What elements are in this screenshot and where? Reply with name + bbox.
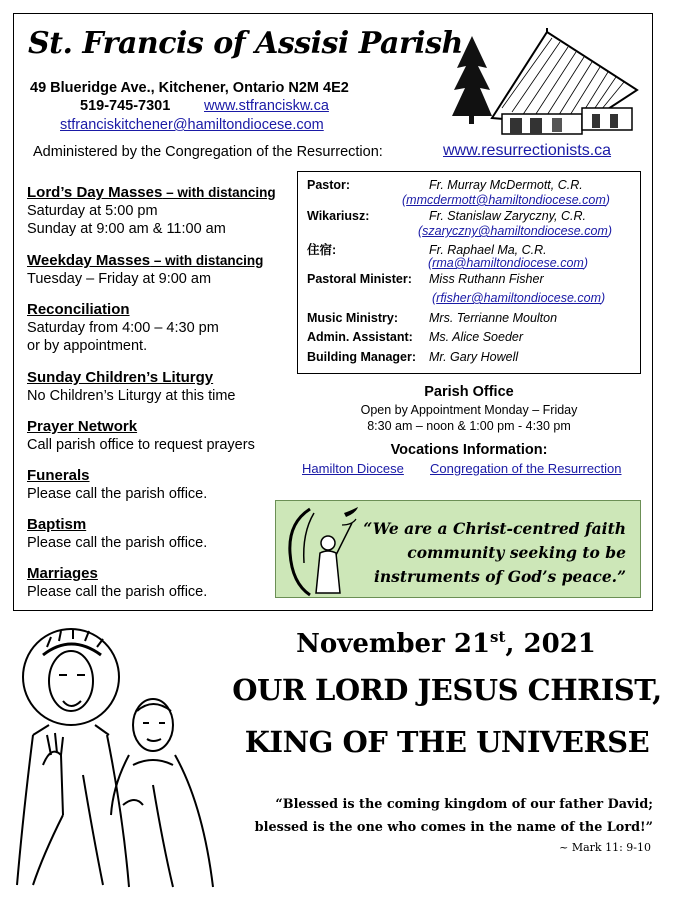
mission-line: instruments of God’s peace.” <box>374 567 626 586</box>
staff-row-admin <box>307 330 523 344</box>
mission-statement-box <box>275 500 641 598</box>
sched-prayer-network <box>27 418 255 454</box>
staff-name: Miss Ruthann Fisher <box>429 272 544 286</box>
sched-line: Please call the parish office. <box>27 535 208 551</box>
staff-role: Building Manager: <box>307 350 417 364</box>
staff-email-wrap: (szaryczny@hamiltondiocese.com) <box>418 224 613 238</box>
sched-line: Sunday at 9:00 am & 11:00 am <box>27 221 226 237</box>
sched-lords-day <box>27 184 276 238</box>
staff-name: Ms. Alice Soeder <box>429 330 524 344</box>
office-heading: Parish Office <box>424 384 514 400</box>
sched-heading-suffix: – with distancing <box>162 185 276 200</box>
church-illustration-icon <box>452 28 642 138</box>
staff-role: Music Ministry: <box>307 311 398 325</box>
staff-directory <box>297 171 641 374</box>
staff-row-music <box>307 311 557 325</box>
staff-role: Pastoral Minister: <box>307 272 412 286</box>
vocations-heading: Vocations Information: <box>390 442 548 458</box>
sched-marriages <box>27 565 207 601</box>
sched-heading: Baptism <box>27 516 87 533</box>
sched-line: or by appointment. <box>27 338 148 354</box>
mission-line: “We are a Christ-centred faith <box>363 519 626 538</box>
quote-line: blessed is the one who comes in the name of the Lord!” <box>254 820 653 835</box>
parish-email-link[interactable]: stfranciskitchener@hamiltondiocese.com <box>60 117 324 133</box>
sched-childrens-liturgy <box>27 369 235 405</box>
staff-email-link[interactable]: mmcdermott@hamiltondiocese.com <box>406 193 606 207</box>
office-hours-line: Open by Appointment Monday – Friday <box>360 403 578 417</box>
sched-heading: Marriages <box>27 565 98 582</box>
administered-by-text: Administered by the Congregation of the Resurrection: <box>33 144 383 160</box>
staff-role: Admin. Assistant: <box>307 330 413 344</box>
staff-email-wrap: (rfisher@hamiltondiocese.com) <box>432 291 606 305</box>
resurrectionists-link[interactable]: www.resurrectionists.ca <box>443 142 612 159</box>
sched-heading: Prayer Network <box>27 418 138 435</box>
staff-name: Mrs. Terrianne Moulton <box>429 311 558 325</box>
mission-text <box>363 517 626 589</box>
sched-line: Please call the parish office. <box>27 486 208 502</box>
bulletin-date <box>236 628 656 659</box>
sched-heading <box>27 252 263 270</box>
office-hours-line: 8:30 am – noon & 1:00 pm - 4:30 pm <box>367 419 571 433</box>
parish-title: St. Francis of Assisi Parish <box>28 26 463 61</box>
date-ordinal: st <box>490 628 506 646</box>
sched-line: No Children’s Liturgy at this time <box>27 388 236 404</box>
staff-name: Fr. Stanislaw Zaryczny, C.R. <box>429 209 586 223</box>
sched-heading: Reconciliation <box>27 301 130 318</box>
sched-funerals <box>27 467 207 503</box>
sched-reconciliation <box>27 301 219 355</box>
sched-line: Saturday from 4:00 – 4:30 pm <box>27 320 219 336</box>
scripture-citation: ~ Mark 11: 9-10 <box>559 841 651 854</box>
staff-role: Wikariusz: <box>307 209 370 223</box>
staff-name: Mr. Gary Howell <box>429 350 519 364</box>
staff-row-vicar <box>307 209 586 223</box>
sched-heading-text: Lord’s Day Masses <box>27 184 163 201</box>
staff-email-wrap: (rma@hamiltondiocese.com) <box>428 256 588 270</box>
feast-title-line: KING OF THE UNIVERSE <box>244 725 650 759</box>
staff-name: Fr. Murray McDermott, C.R. <box>429 178 583 192</box>
staff-row-building <box>307 350 518 364</box>
st-francis-figure-icon <box>280 503 360 597</box>
sched-line: Call parish office to request prayers <box>27 437 255 453</box>
mission-line: community seeking to be <box>407 543 626 562</box>
staff-role: Pastor: <box>307 178 351 192</box>
parish-address: 49 Blueridge Ave., Kitchener, Ontario N2M 4E2 <box>30 80 349 96</box>
feast-title-line: OUR LORD JESUS CHRIST, <box>232 673 662 707</box>
scripture-quote <box>255 793 653 839</box>
congregation-link[interactable]: Congregation of the Resurrection <box>430 461 622 476</box>
staff-role: 住宿: <box>307 243 337 257</box>
sched-weekday <box>27 252 263 288</box>
sched-line: Tuesday – Friday at 9:00 am <box>27 271 212 287</box>
staff-email-link[interactable]: rma@hamiltondiocese.com <box>432 256 584 270</box>
sched-line: Saturday at 5:00 pm <box>27 203 158 219</box>
staff-email-wrap: (mmcdermott@hamiltondiocese.com) <box>402 193 610 207</box>
sched-heading-suffix: – with distancing <box>150 253 264 268</box>
parish-website-link[interactable]: www.stfranciskw.ca <box>204 98 329 114</box>
sched-heading: Sunday Children’s Liturgy <box>27 369 214 386</box>
staff-row-pastoral-minister <box>307 272 544 286</box>
staff-email-link[interactable]: rfisher@hamiltondiocese.com <box>436 291 602 305</box>
date-suffix: , 2021 <box>505 629 596 659</box>
date-prefix: November 21 <box>296 629 491 659</box>
sched-line: Please call the parish office. <box>27 584 208 600</box>
sched-heading: Funerals <box>27 467 90 484</box>
staff-name: Fr. Raphael Ma, C.R. <box>429 243 547 257</box>
staff-row-pastor <box>307 178 583 192</box>
quote-line: “Blessed is the coming kingdom of our father David; <box>275 797 653 812</box>
sched-heading-text: Weekday Masses <box>27 252 151 269</box>
staff-email-link[interactable]: szaryczny@hamiltondiocese.com <box>422 224 608 238</box>
christ-the-king-illustration-icon <box>3 615 228 895</box>
parish-phone: 519-745-7301 <box>80 98 171 114</box>
hamilton-diocese-link[interactable]: Hamilton Diocese <box>302 461 404 476</box>
sched-baptism <box>27 516 207 552</box>
sched-heading <box>27 184 276 202</box>
